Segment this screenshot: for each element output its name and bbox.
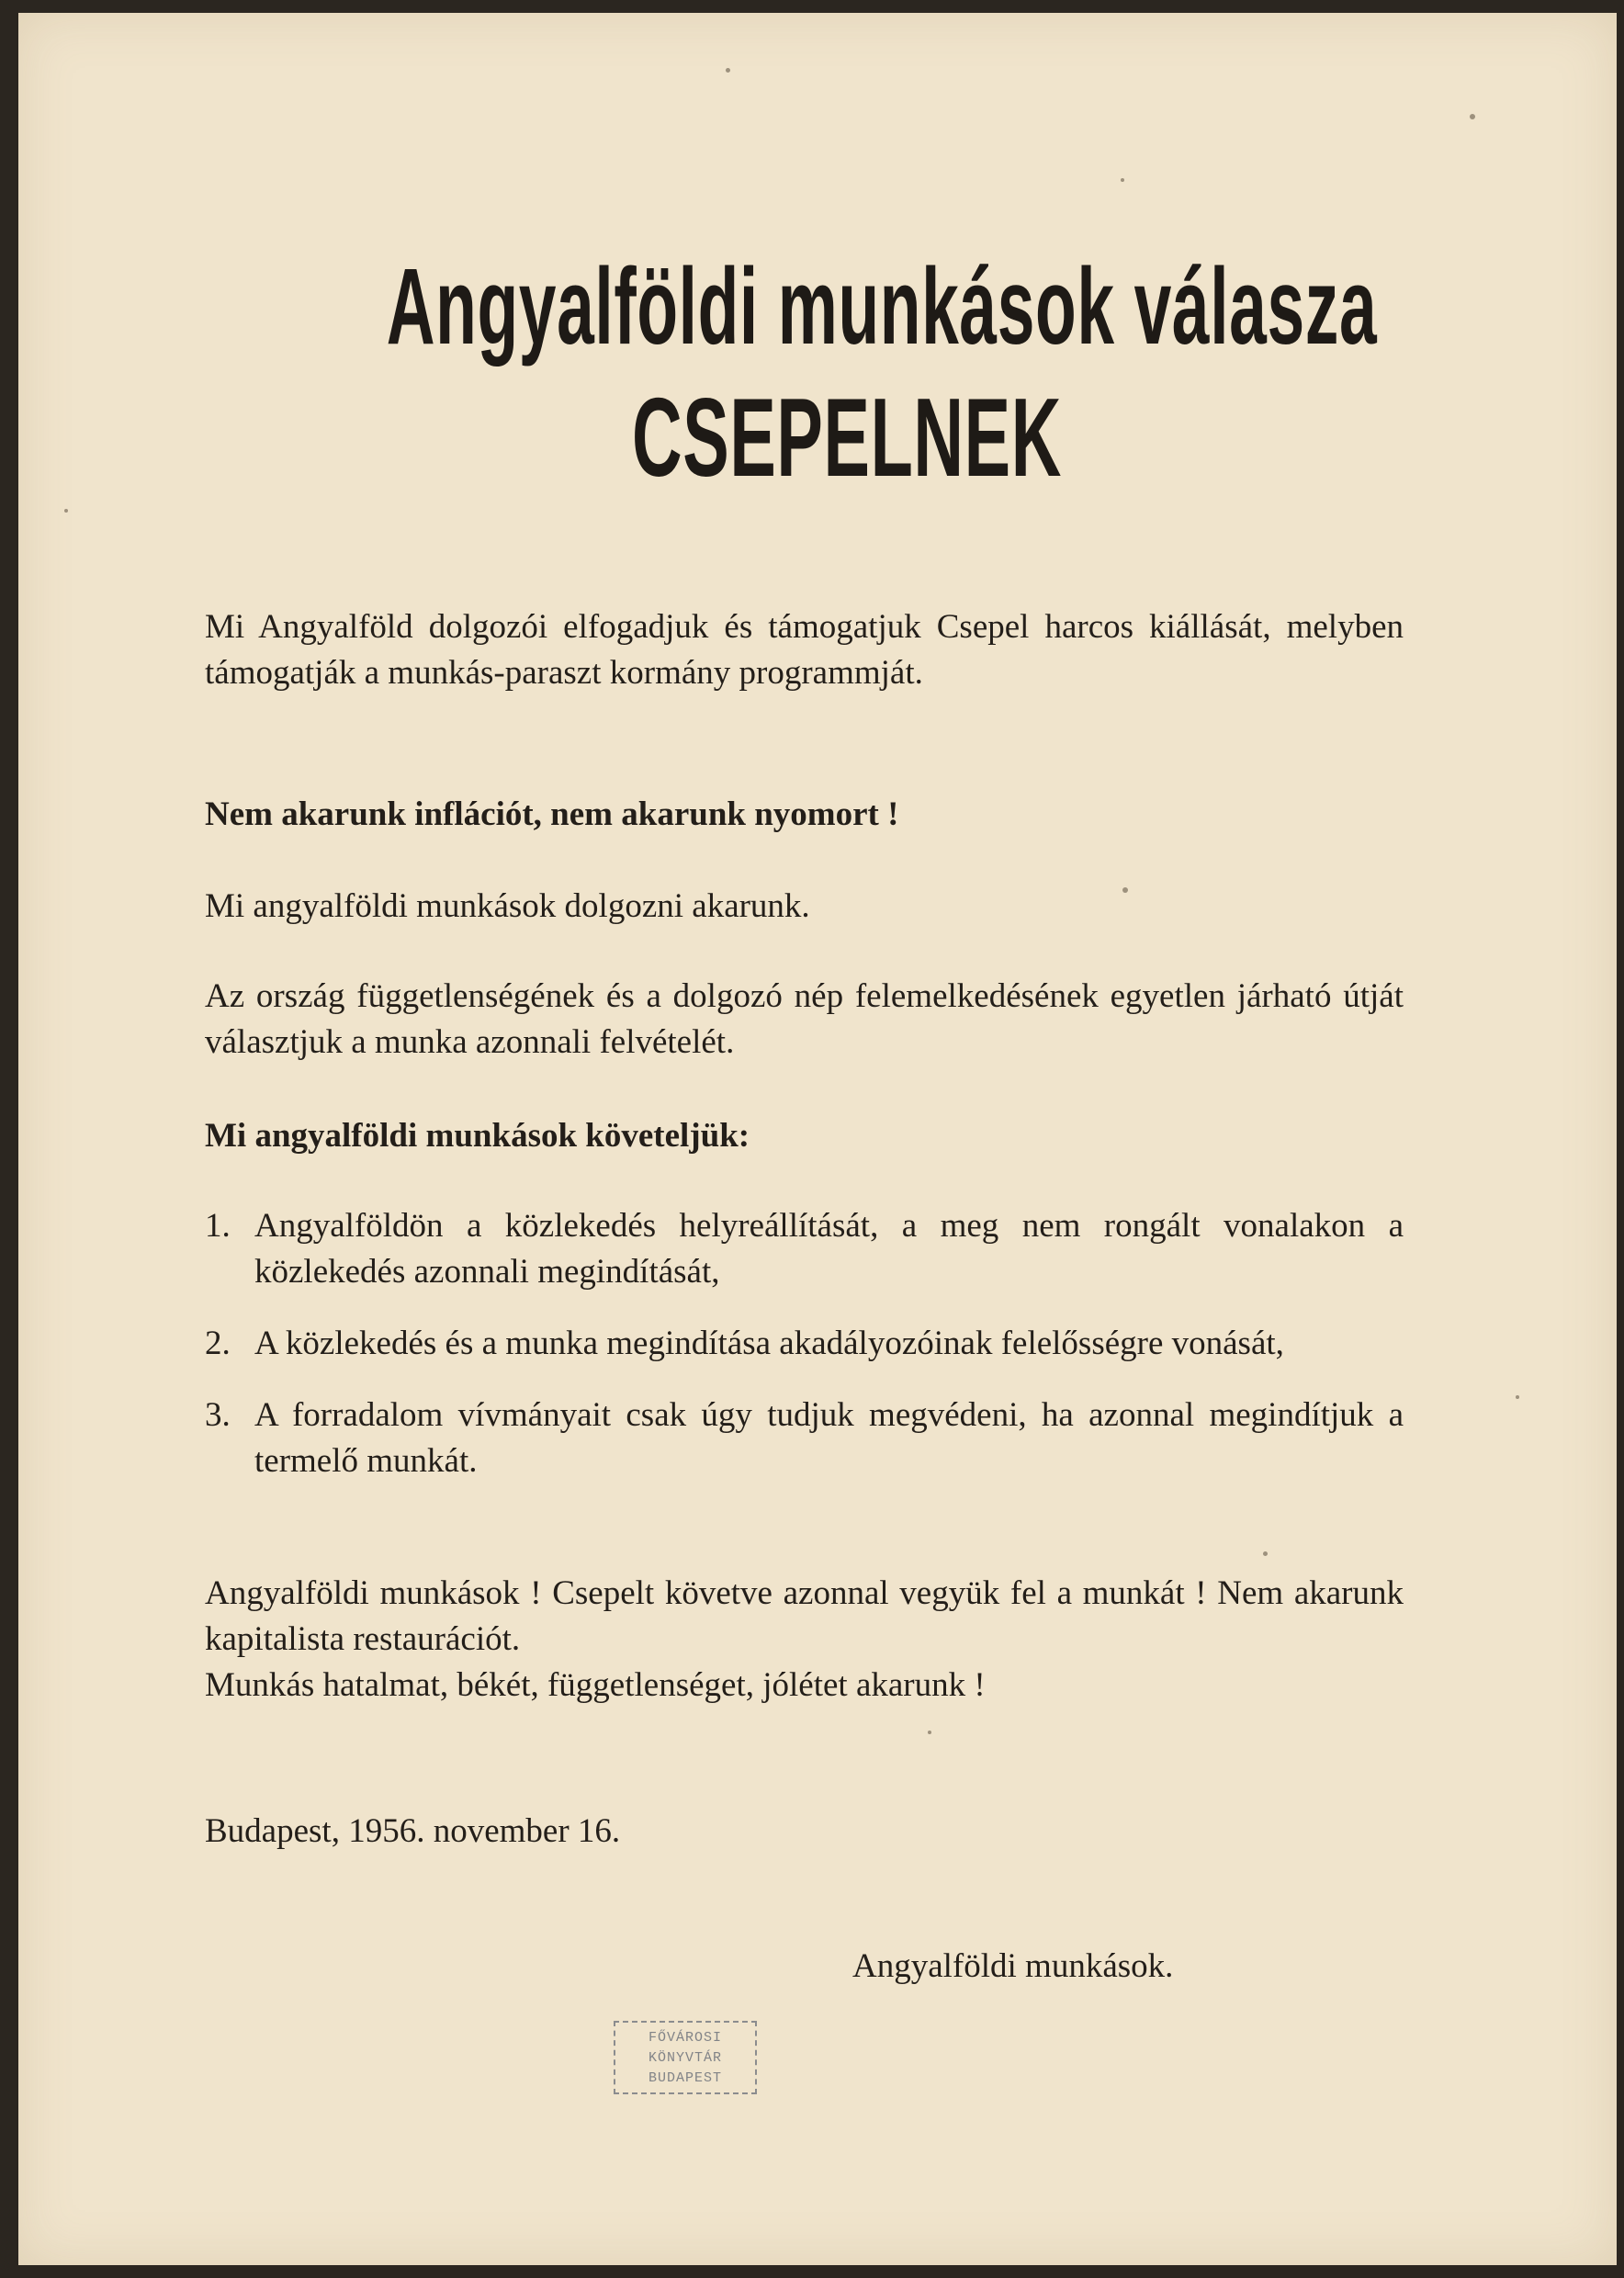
headline: Angyalföldi munkások válasza <box>386 246 1378 367</box>
paper-speck <box>726 68 730 73</box>
list-item-number: 1. <box>205 1207 231 1245</box>
list-item-text: Angyalföldön a közlekedés helyreállítását, a meg nem rongált vonalakon a közlekedés azonnali megindítását, <box>254 1207 1404 1291</box>
stamp-line: BUDAPEST <box>648 2070 722 2086</box>
paper-speck <box>1516 1395 1519 1399</box>
headline-addressee: CSEPELNEK <box>632 375 1062 500</box>
paragraph-independence: Az ország függetlenségének és a dolgozó nép felemelkedésének egyetlen járható útját választjuk a munka azonnali felvételét. <box>205 977 1404 1061</box>
signature: Angyalföldi munkások. <box>852 1947 1174 1985</box>
closing-appeal <box>205 1571 1404 1708</box>
list-item-text: A forradalom vívmányait csak úgy tudjuk megvédeni, ha azonnal megindítjuk a termelő munkát. <box>254 1396 1404 1480</box>
paragraph-no-inflation: Nem akarunk inflációt, nem akarunk nyomort ! <box>205 795 899 833</box>
demands-list <box>205 1203 1404 1510</box>
demands-heading: Mi angyalföldi munkások követeljük: <box>205 1117 750 1155</box>
closing-slogan: Munkás hatalmat, békét, függetlenséget, jólétet akarunk ! <box>205 1666 986 1704</box>
paragraph-support: Mi Angyalföld dolgozói elfogadjuk és támogatjuk Csepel harcos kiállását, melyben támogatják a munkás-paraszt kormány programmját. <box>205 608 1404 692</box>
paper-speck <box>1263 1551 1268 1556</box>
paper-speck <box>1121 178 1124 182</box>
list-item <box>205 1203 1404 1295</box>
paper-speck <box>928 1731 931 1734</box>
stamp-line: FŐVÁROSI <box>648 2030 722 2046</box>
library-stamp <box>614 2021 757 2094</box>
closing-appeal-line: Angyalföldi munkások ! Csepelt követve azonnal vegyük fel a munkát ! Nem akarunk kapitalista restaurációt. <box>205 1574 1404 1658</box>
date-line: Budapest, 1956. november 16. <box>205 1812 621 1850</box>
list-item-number: 3. <box>205 1396 231 1434</box>
list-item-text: A közlekedés és a munka megindítása akadályozóinak felelősségre vonását, <box>254 1325 1284 1362</box>
stamp-line: KÖNYVTÁR <box>648 2050 722 2066</box>
paragraph-want-to-work: Mi angyalföldi munkások dolgozni akarunk. <box>205 887 810 925</box>
paper-speck <box>64 509 68 513</box>
document-sheet <box>18 13 1617 2265</box>
paper-speck <box>1470 114 1475 119</box>
list-item <box>205 1393 1404 1484</box>
list-item-number: 2. <box>205 1325 231 1362</box>
list-item <box>205 1321 1404 1367</box>
